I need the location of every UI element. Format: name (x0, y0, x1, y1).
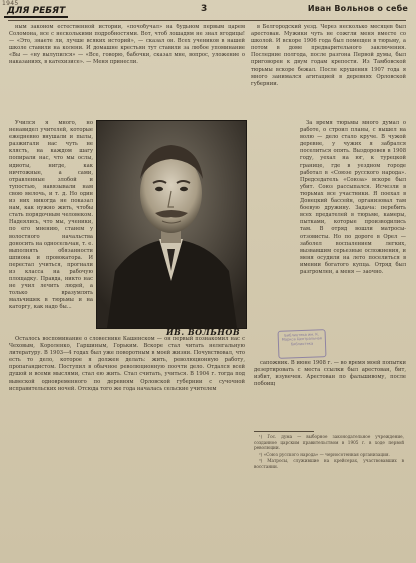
paragraph: ным законом естественной истории, «почобучал» на будьном первым царем Соломона, все с несколькими подробностями. Вот, чтоб лошадям не знал ягодицы! — «Это, знаете ли, лучше всяких историй», — сказал он. Всех учеников в нашей школе ставили на колени. И домашне крестьян тут ставили за любое упоминание «Вы — «ну вылупился» — «Все, говорю, бабочки, сказал мне, вопрос, уложение о наказаниях, в катехизисе». — Меня принесли. (9, 24, 245, 66)
portrait-image (97, 121, 246, 328)
magazine-logo: ДЛЯ РЕБЯТ (4, 6, 68, 18)
paragraph: в Белгородский уезд. Через несколько месяцев был арестован. Мужики чуть не сожгли меня вместе со школой. И вскоре 1906 года был помещен в тюрьму, а потом в доме предварительного заключения. Последние полгода, после разгона Первой думы, был приговорен к двум годам крепости. Из Тамбовской тюрьмы вскоре бежал. После крушения 1907 года я много занимался агитацией в деревнях Орловской губернии. (251, 24, 406, 87)
footnote: ³) Матросы, служившие на крейсерах, участвовавших в восстании. (254, 458, 404, 469)
header-rule (8, 20, 406, 21)
portrait-photo (96, 120, 247, 329)
text-top-right (251, 24, 406, 116)
portrait-caption: ИВ. ВОЛЬНОВ (166, 327, 241, 337)
footnote: ¹) Гос. дума — выборное законодательное учреждение, созданное царским правительством в 1905 г. в ходе первой революции. (254, 434, 404, 451)
text-bottom-left (9, 336, 245, 506)
paragraph: За время тюрьмы много думал о работе, о строил планы, с вышел на волю — дело стало круче. В чужой деревне, у чужих я забрался поселиться опять. Выздоровев в 1908 году, уехал на юг, к турецкой границе, где в уездном городе работал в «Союзе русского народа». Председатель «Союза» вскоре был убит. Союз рассыпался. Исчезли в тюрьмах все участники. Я поехал в Донецкий бассейн, организовал там боевую дружину. Задача: перебить всех предателей в тюрьме, камеры, пытками, которые производились там. В отряд вошли матросы-отзовисты. Но по дороге в Орел — заболел воспалением легких, вызвавшим серьезные осложнения, и меня осудили на лето поселиться в имении богатого купца. Отряд был разгромлен, а меня — заочно. (300, 120, 406, 275)
text-bottom-right (254, 360, 406, 428)
footnote: ²) «Союз русского народа» — черносотенная организация. (259, 451, 390, 457)
footnote-rule (254, 431, 314, 432)
text-top-left (9, 24, 245, 116)
section-title: Иван Вольнов о себе (307, 4, 408, 13)
text-right-column (300, 120, 406, 332)
library-stamp: Библиотека им. К. Маркса Центральная библиотека (278, 329, 327, 359)
page-label: 1945 (2, 0, 19, 7)
page-number: 3 (201, 4, 208, 14)
text-left-column (9, 120, 93, 330)
paragraph: Осталось воспоминание о словеснике Кашенском — он первый познакомил нас с Чеховым, Короленко, Гаршиным, Горьким. Вскоре стал читать нелегальную литературу. В 1903—4 годах был уже поворотным в моей жизни. Почувствовал, что есть то дело, которое я должен делать: жить, революционную работу, пропагандистом. Поступил в обычное революционную поочти дело. Отдался всей душой и всеми мыслями, стал ею жить. Стал считать, учиться. В 1904 г. тогда под вывеской одновременного по деревням Орловской губернии с сучочной исправительских ночей. Отсюда того же года началась сельские учителем (9, 336, 245, 392)
page-header (0, 0, 416, 22)
paragraph: сапожник. В июне 1908 г. — во время моей попытки дезертировать с места ссылки был арестован, бит, избит, изувечен. Арестован по фальшивому, после побоищ (254, 360, 406, 388)
paragraph: Учился я много, но ненавидел учителей, которые ежедневно внушали и пылы, разжигали нас чуть не клясть, на каждом шагу попирали нас, что мы ослы, идиоты, нигде, как ничтожные, а сами, отравленные злобой и тупостью, навязывали нам свою мелочь, и т. д. Но один из них никогда не показал нам, как нужно жить, чтобы стать порядочным человеком. Надеялись, что мы, ученики, по его мнению, станем у волостного начальства доносить на односельчан, т. е. выполнять обязанности шпиона и провокатора. И перестал учиться, прогнали из класса на рабочую площадку. Правда, никто нас не учил лечить людей, а только вразумлять мальчишек в тюрьмы и на каторгу, как надо бы... (9, 120, 93, 311)
footnotes (254, 434, 404, 471)
